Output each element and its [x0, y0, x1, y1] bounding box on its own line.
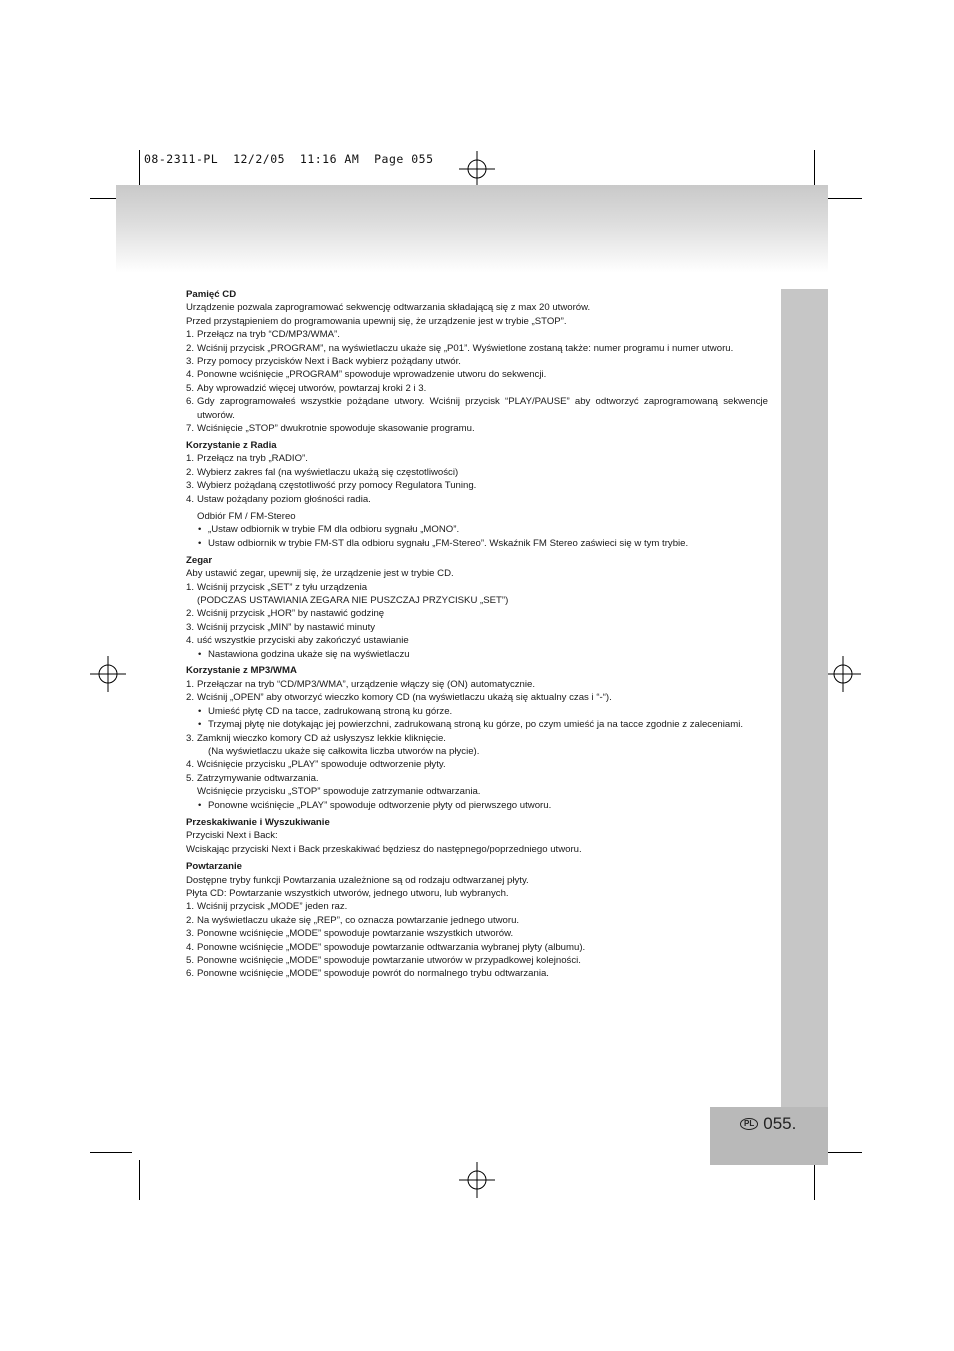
list-item	[186, 941, 768, 954]
bullet-icon: •	[198, 648, 202, 660]
bullet-item	[186, 718, 768, 731]
bullet-icon: •	[198, 524, 202, 536]
list-item	[186, 678, 768, 691]
list-text: Wciśnij przycisk „MODE” jeden raz.	[197, 901, 348, 913]
list-text: Przełączar na tryb “CD/MP3/WMA”, urządzenie włączy się (ON) automatycznie.	[197, 678, 536, 690]
list-item	[186, 607, 768, 620]
section-heading: Przeskakiwanie i Wyszukiwanie	[186, 816, 330, 828]
section-repeat	[186, 860, 768, 981]
paragraph: Wciskając przyciski Next i Back przeskakiwać będziesz do następnego/poprzedniego utworu.	[186, 843, 582, 855]
subheading: Odbiór FM / FM-Stereo	[197, 511, 296, 522]
bullet-text: „Ustaw odbiornik w trybie FM dla odbioru sygnału „MONO”.	[208, 524, 460, 536]
list-text: Zatrzymywanie odtwarzania.	[197, 772, 319, 784]
list-text: Ponowne wciśnięcie „MODE” spowoduje powtarzanie odtwarzania wybranej płyty (albumu).	[197, 941, 586, 953]
list-text: Ustaw pożądany poziom głośności radia.	[197, 493, 371, 505]
list-item	[186, 452, 768, 465]
list-number: 3.	[186, 928, 195, 940]
list-item	[186, 368, 768, 381]
list-item	[186, 621, 768, 634]
list-number: 3.	[186, 356, 195, 368]
paragraph: Przyciski Next i Back:	[186, 830, 278, 842]
list-text: uść wszystkie przyciski aby zakończyć ustawianie	[197, 635, 409, 647]
list-number: 5.	[186, 772, 195, 784]
list-text: Zamknij wieczko komory CD aż usłyszysz lekkie kliknięcie.	[197, 732, 446, 744]
list-text: Ponowne wciśnięcie „PROGRAM” spowoduje wprowadzenie utworu do sekwencji.	[197, 369, 547, 381]
list-item	[186, 914, 768, 927]
list-number: 6.	[186, 396, 195, 408]
section-skip-search	[186, 816, 768, 856]
list-number: 1.	[186, 329, 195, 341]
registration-mark-icon	[90, 656, 126, 692]
list-number: 4.	[186, 635, 195, 647]
list-number: 4.	[186, 493, 195, 505]
page-number	[740, 1114, 796, 1134]
list-number: 4.	[186, 369, 195, 381]
print-slug: 08-2311-PL 12/2/05 11:16 AM Page 055	[144, 152, 434, 166]
list-text: Wybierz zakres fal (na wyświetlaczu ukażą się częstotliwości)	[197, 466, 459, 478]
bullet-item	[186, 648, 768, 661]
list-item	[186, 772, 768, 785]
bullet-text: Nastawiona godzina ukaże się na wyświetlaczu	[208, 648, 410, 660]
list-text: Aby wprowadzić więcej utworów, powtarzaj kroki 2 i 3.	[197, 382, 427, 394]
list-item	[186, 493, 768, 506]
list-text: Wciśnij przycisk „PROGRAM”, na wyświetlaczu ukaże się „P01”. Wyświetlone zostaną także: numer programu i numer utworu.	[197, 342, 734, 354]
note: (Na wyświetlaczu ukaże się całkowita liczba utworów na płycie).	[208, 745, 480, 757]
bullet-text: Umieść płytę CD na tacce, zadrukowaną stroną ku górze.	[208, 705, 453, 717]
section-heading: Powtarzanie	[186, 861, 242, 873]
paragraph: Aby ustawić zegar, upewnij się, że urządzenie jest w trybie CD.	[186, 568, 454, 580]
list-item	[186, 634, 768, 647]
list-item	[186, 967, 768, 980]
list-item	[186, 328, 768, 341]
list-item	[186, 691, 768, 704]
list-item	[186, 342, 768, 355]
list-item	[186, 382, 768, 395]
list-item	[186, 466, 768, 479]
list-number: 1.	[186, 581, 195, 593]
list-item	[186, 900, 768, 913]
paragraph: Urządzenie pozwala zaprogramować sekwencję odtwarzania składającą się z max 20 utworów.	[186, 302, 591, 314]
paragraph: Dostępne tryby funkcji Powtarzania uzależnione są od rodzaju odtwarzanej płyty.	[186, 874, 529, 886]
bullet-item	[186, 799, 768, 812]
section-radio	[186, 439, 768, 550]
crop-mark	[814, 150, 815, 187]
list-text: Wciśnij „OPEN” aby otworzyć wieczko komory CD (na wyświetlaczu ukażą się aktualny czas i “-“).	[197, 692, 612, 704]
crop-mark	[139, 150, 140, 187]
list-item	[186, 954, 768, 967]
bullet-icon: •	[198, 799, 202, 811]
paragraph: Wciśnięcie przycisku „STOP” spowoduje zatrzymanie odtwarzania.	[197, 786, 481, 798]
list-text: Wciśnięcie przycisku „PLAY” spowoduje odtworzenie płyty.	[197, 759, 446, 771]
crop-mark	[824, 198, 862, 199]
list-number: 1.	[186, 453, 195, 465]
list-number: 4.	[186, 941, 195, 953]
section-heading: Pamięć CD	[186, 289, 237, 300]
list-item	[186, 758, 768, 771]
list-text: Przełącz na tryb „RADIO”.	[197, 453, 308, 465]
list-item	[186, 395, 768, 422]
section-heading: Korzystanie z MP3/WMA	[186, 665, 297, 677]
list-item	[186, 581, 768, 594]
registration-mark-icon	[459, 1162, 495, 1198]
list-text: Wciśnij przycisk „MIN” by nastawić minuty	[197, 621, 376, 633]
header-band	[116, 185, 828, 273]
list-text: Wciśnięcie „STOP” dwukrotnie spowoduje skasowanie programu.	[197, 423, 475, 435]
page-number-text: 055.	[763, 1114, 797, 1133]
side-tab	[781, 289, 828, 1107]
bullet-item	[186, 537, 768, 550]
list-text: Wciśnij przycisk „SET” z tyłu urządzenia	[197, 581, 368, 593]
list-number: 2.	[186, 608, 195, 620]
registration-mark-icon	[825, 656, 861, 692]
list-number: 6.	[186, 968, 195, 980]
crop-mark	[814, 1160, 815, 1200]
bullet-item	[186, 705, 768, 718]
list-number: 2.	[186, 914, 195, 926]
bullet-item	[186, 523, 768, 536]
section-heading: Korzystanie z Radia	[186, 439, 277, 451]
list-item	[186, 422, 768, 435]
list-text: Przy pomocy przycisków Next i Back wybierz pożądany utwór.	[197, 356, 461, 368]
list-text: Wybierz pożądaną częstotliwość przy pomocy Regulatora Tuning.	[197, 480, 477, 492]
language-badge: PL	[740, 1118, 758, 1130]
paragraph: Płyta CD: Powtarzanie wszystkich utworów, jednego utworu, lub wybranych.	[186, 887, 509, 899]
list-item	[186, 927, 768, 940]
crop-mark	[90, 1152, 132, 1153]
note: (PODCZAS USTAWIANIA ZEGARA NIE PUSZCZAJ PRZYCISKU „SET”)	[197, 594, 509, 606]
list-text: Przełącz na tryb “CD/MP3/WMA”.	[197, 329, 340, 341]
list-text: Na wyświetlaczu ukaże się „REP”, co oznacza powtarzanie jednego utworu.	[197, 914, 520, 926]
list-number: 2.	[186, 342, 195, 354]
list-number: 7.	[186, 423, 195, 435]
list-number: 1.	[186, 678, 195, 690]
list-number: 3.	[186, 480, 195, 492]
bullet-icon: •	[198, 537, 202, 549]
section-cd-memory	[186, 288, 768, 435]
list-text: Wciśnij przycisk „HOR” by nastawić godzinę	[197, 608, 385, 620]
paragraph: Przed przystąpieniem do programowania upewnij się, że urządzenie jest w trybie „STOP”.	[186, 315, 567, 327]
list-number: 3.	[186, 621, 195, 633]
list-item	[186, 732, 768, 745]
bullet-icon: •	[198, 719, 202, 731]
list-number: 2.	[186, 692, 195, 704]
section-mp3-wma	[186, 664, 768, 811]
list-number: 4.	[186, 759, 195, 771]
list-item	[186, 355, 768, 368]
bullet-text: Ponowne wciśnięcie „PLAY” spowoduje odtworzenie płyty od pierwszego utworu.	[208, 799, 552, 811]
section-clock	[186, 554, 768, 661]
registration-mark-icon	[459, 151, 495, 187]
list-text: Gdy zaprogramowałeś wszystkie pożądane utwory. Wciśnij przycisk “PLAY/PAUSE” aby odtworzyć zaprogramowaną sekwencje utworów.	[197, 396, 768, 421]
crop-mark	[139, 1160, 140, 1200]
list-number: 3.	[186, 732, 195, 744]
list-number: 2.	[186, 466, 195, 478]
list-text: Ponowne wciśnięcie „MODE” spowoduje powrót do normalnego trybu odtwarzania.	[197, 968, 549, 980]
list-text: Ponowne wciśnięcie „MODE” spowoduje powtarzanie utworów w przypadkowej kolejności.	[197, 955, 581, 966]
bullet-icon: •	[198, 705, 202, 717]
list-number: 5.	[186, 382, 195, 394]
list-item	[186, 479, 768, 492]
bullet-text: Trzymaj płytę nie dotykając jej powierzchni, zadrukowaną stroną ku górze, po czym umieść ja na tacce zgodnie z zaleceniami.	[208, 719, 744, 731]
list-text: Ponowne wciśnięcie „MODE” spowoduje powtarzanie wszystkich utworów.	[197, 928, 514, 940]
section-heading: Zegar	[186, 554, 213, 566]
list-number: 5.	[186, 955, 195, 966]
list-number: 1.	[186, 901, 195, 913]
manual-content	[186, 288, 768, 984]
bullet-text: Ustaw odbiornik w trybie FM-ST dla odbioru sygnału „FM-Stereo”. Wskaźnik FM Stereo zaświeci się w tym trybie.	[208, 537, 689, 549]
crop-mark	[824, 1152, 862, 1153]
